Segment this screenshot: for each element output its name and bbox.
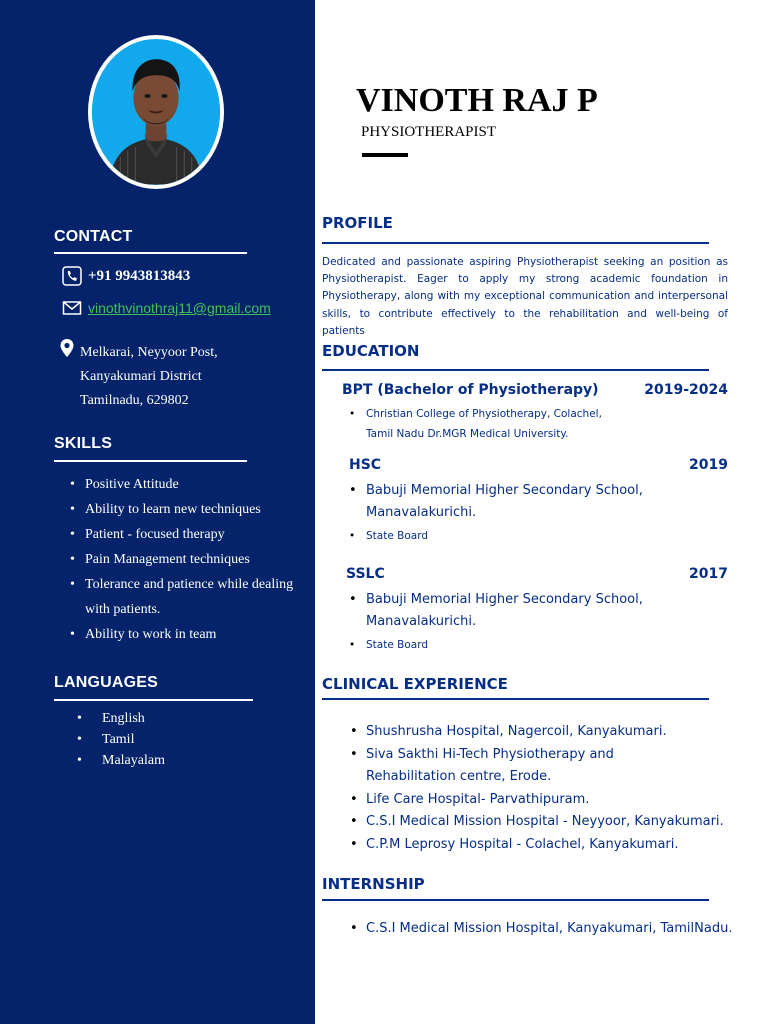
contact-heading: CONTACT xyxy=(54,228,133,245)
profile-photo xyxy=(88,35,224,189)
skill-item: • Ability to work in team xyxy=(68,622,308,647)
education-heading: EDUCATION xyxy=(322,342,420,360)
education-title: HSC xyxy=(349,457,382,473)
phone-icon xyxy=(62,266,82,286)
education-detail: • Babuji Memorial Higher Secondary School, Manavalakurichi. xyxy=(345,589,655,633)
address-line: Melkarai, Neyyoor Post, xyxy=(80,345,218,360)
clinical-experience-item: • C.P.M Leprosy Hospital - Colachel, Kanyakumari. xyxy=(346,834,756,857)
clinical-experience-item: • Siva Sakthi Hi-Tech Physiotherapy and Rehabilitation centre, Erode. xyxy=(346,744,696,789)
skill-item: • Patient - focused therapy xyxy=(68,522,308,547)
profile-heading: PROFILE xyxy=(322,214,393,232)
education-years: 2017 xyxy=(689,566,728,582)
candidate-name: VINOTH RAJ P xyxy=(356,82,598,119)
profile-divider xyxy=(322,242,709,244)
email-link[interactable]: vinothvinothraj11@gmail.com xyxy=(88,300,271,316)
profile-photo-illustration xyxy=(92,39,220,185)
candidate-role: PHYSIOTHERAPIST xyxy=(361,124,497,140)
education-board xyxy=(345,635,645,655)
education-board xyxy=(345,526,645,546)
education-title: BPT (Bachelor of Physiotherapy) xyxy=(342,382,599,398)
skill-item: • Positive Attitude xyxy=(68,472,308,497)
education-detail: • State Board xyxy=(345,635,645,655)
contact-divider xyxy=(54,252,247,254)
education-title: SSLC xyxy=(346,566,385,582)
address-line: Kanyakumari District xyxy=(80,369,202,384)
education-details xyxy=(345,589,655,633)
sidebar xyxy=(0,0,315,1024)
skill-item: • Ability to learn new techniques xyxy=(68,497,308,522)
title-underline xyxy=(362,153,408,157)
envelope-icon xyxy=(62,298,82,318)
education-detail: • Babuji Memorial Higher Secondary School, Manavalakurichi. xyxy=(345,480,655,524)
internship-heading: INTERNSHIP xyxy=(322,875,425,893)
education-divider xyxy=(322,369,709,371)
education-details xyxy=(345,404,645,444)
skills-heading: SKILLS xyxy=(54,435,113,452)
education-years: 2019 xyxy=(689,457,728,473)
skills-divider xyxy=(54,460,247,462)
clinical-experience-divider xyxy=(322,698,709,700)
clinical-experience-item: • Life Care Hospital- Parvathipuram. xyxy=(346,789,756,812)
internship-list xyxy=(346,918,756,941)
clinical-experience-heading: CLINICAL EXPERIENCE xyxy=(322,675,508,693)
languages-list xyxy=(77,708,277,771)
education-years: 2019-2024 xyxy=(644,382,728,398)
clinical-experience-list xyxy=(346,721,756,856)
address-line: Tamilnadu, 629802 xyxy=(80,393,189,408)
language-item: • Malayalam xyxy=(77,750,277,771)
skill-item: • Tolerance and patience while dealing with patients. xyxy=(68,572,308,622)
clinical-experience-item: • C.S.I Medical Mission Hospital - Neyyoor, Kanyakumari. xyxy=(346,811,756,834)
email-row xyxy=(62,298,271,318)
skill-item: • Pain Management techniques xyxy=(68,547,308,572)
education-details xyxy=(345,480,655,524)
language-item: • English xyxy=(77,708,277,729)
profile-summary: Dedicated and passionate aspiring Physiotherapist seeking an position as Physiotherapist. Eager to apply my strong academic foundation in Physiotherapy, along with my exceptional communication and interpersonal skills, to contribute effectively to the rehabilitation and well-being of patients xyxy=(322,256,728,337)
phone-number[interactable]: +91 9943813843 xyxy=(88,267,191,284)
internship-divider xyxy=(322,899,709,901)
languages-heading: LANGUAGES xyxy=(54,674,159,691)
internship-item: • C.S.I Medical Mission Hospital, Kanyakumari, TamilNadu. xyxy=(346,918,756,941)
main-content xyxy=(315,0,768,1024)
skills-list xyxy=(68,472,308,647)
education-detail: • Christian College of Physiotherapy, Colachel, Tamil Nadu Dr.MGR Medical University. xyxy=(345,404,645,444)
language-item: • Tamil xyxy=(77,729,277,750)
phone-row xyxy=(62,266,190,286)
map-pin-icon xyxy=(59,338,75,358)
clinical-experience-item: • Shushrusha Hospital, Nagercoil, Kanyakumari. xyxy=(346,721,756,744)
address-block xyxy=(80,341,300,413)
education-detail: • State Board xyxy=(345,526,645,546)
languages-divider xyxy=(54,699,253,701)
